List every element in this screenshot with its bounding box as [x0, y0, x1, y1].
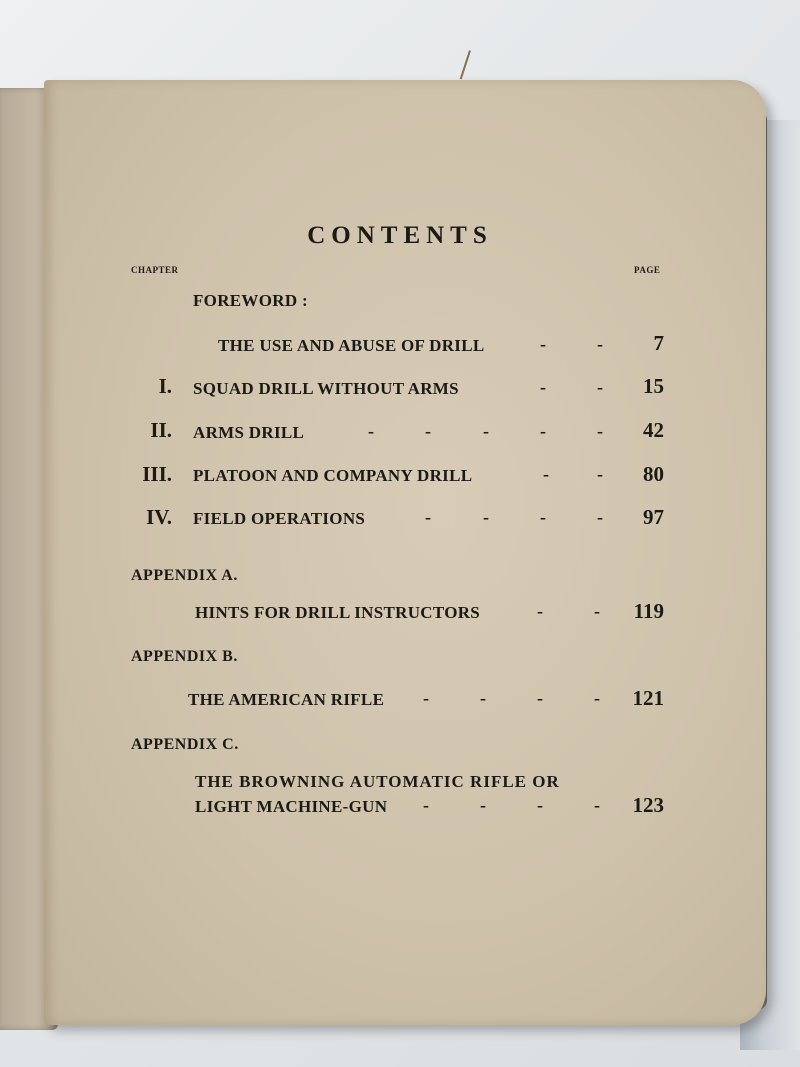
chapter-title: FIELD OPERATIONS: [193, 509, 366, 528]
chapter-page-number: 15: [643, 374, 664, 398]
page-column-header: PAGE: [634, 265, 661, 275]
chapter-numeral: II.: [150, 418, 172, 442]
appendix-page-number: 119: [633, 599, 664, 623]
appendix-title-line-1: THE BROWNING AUTOMATIC RIFLE OR: [195, 772, 560, 791]
chapter-page-number: 97: [643, 505, 664, 529]
chapter-title: PLATOON AND COMPANY DRILL: [193, 466, 473, 485]
chapter-numeral: I.: [158, 374, 172, 398]
chapter-page-number: 80: [643, 462, 664, 486]
appendix-label: APPENDIX C.: [131, 736, 239, 753]
foreword-page-number: 7: [653, 331, 664, 355]
appendix-page-number: 123: [632, 793, 664, 817]
appendix-title: HINTS FOR DRILL INSTRUCTORS: [195, 603, 481, 622]
binding-thread: [460, 50, 484, 83]
appendix-title: THE AMERICAN RIFLE: [188, 690, 385, 709]
foreword-label: FOREWORD :: [193, 291, 308, 310]
page-title: CONTENTS: [307, 222, 493, 249]
chapter-title: SQUAD DRILL WITHOUT ARMS: [193, 379, 459, 398]
chapter-title: ARMS DRILL: [193, 423, 305, 442]
appendix-label: APPENDIX A.: [131, 567, 238, 584]
appendix-title-line-2: LIGHT MACHINE-GUN: [195, 797, 388, 816]
chapter-page-number: 42: [643, 418, 664, 442]
appendix-page-number: 121: [632, 686, 664, 710]
chapter-numeral: IV.: [146, 505, 172, 529]
foreword-entry-title: THE USE AND ABUSE OF DRILL: [218, 336, 485, 355]
chapter-numeral: III.: [142, 462, 172, 486]
appendix-label: APPENDIX B.: [131, 648, 238, 665]
chapter-column-header: CHAPTER: [131, 265, 179, 275]
